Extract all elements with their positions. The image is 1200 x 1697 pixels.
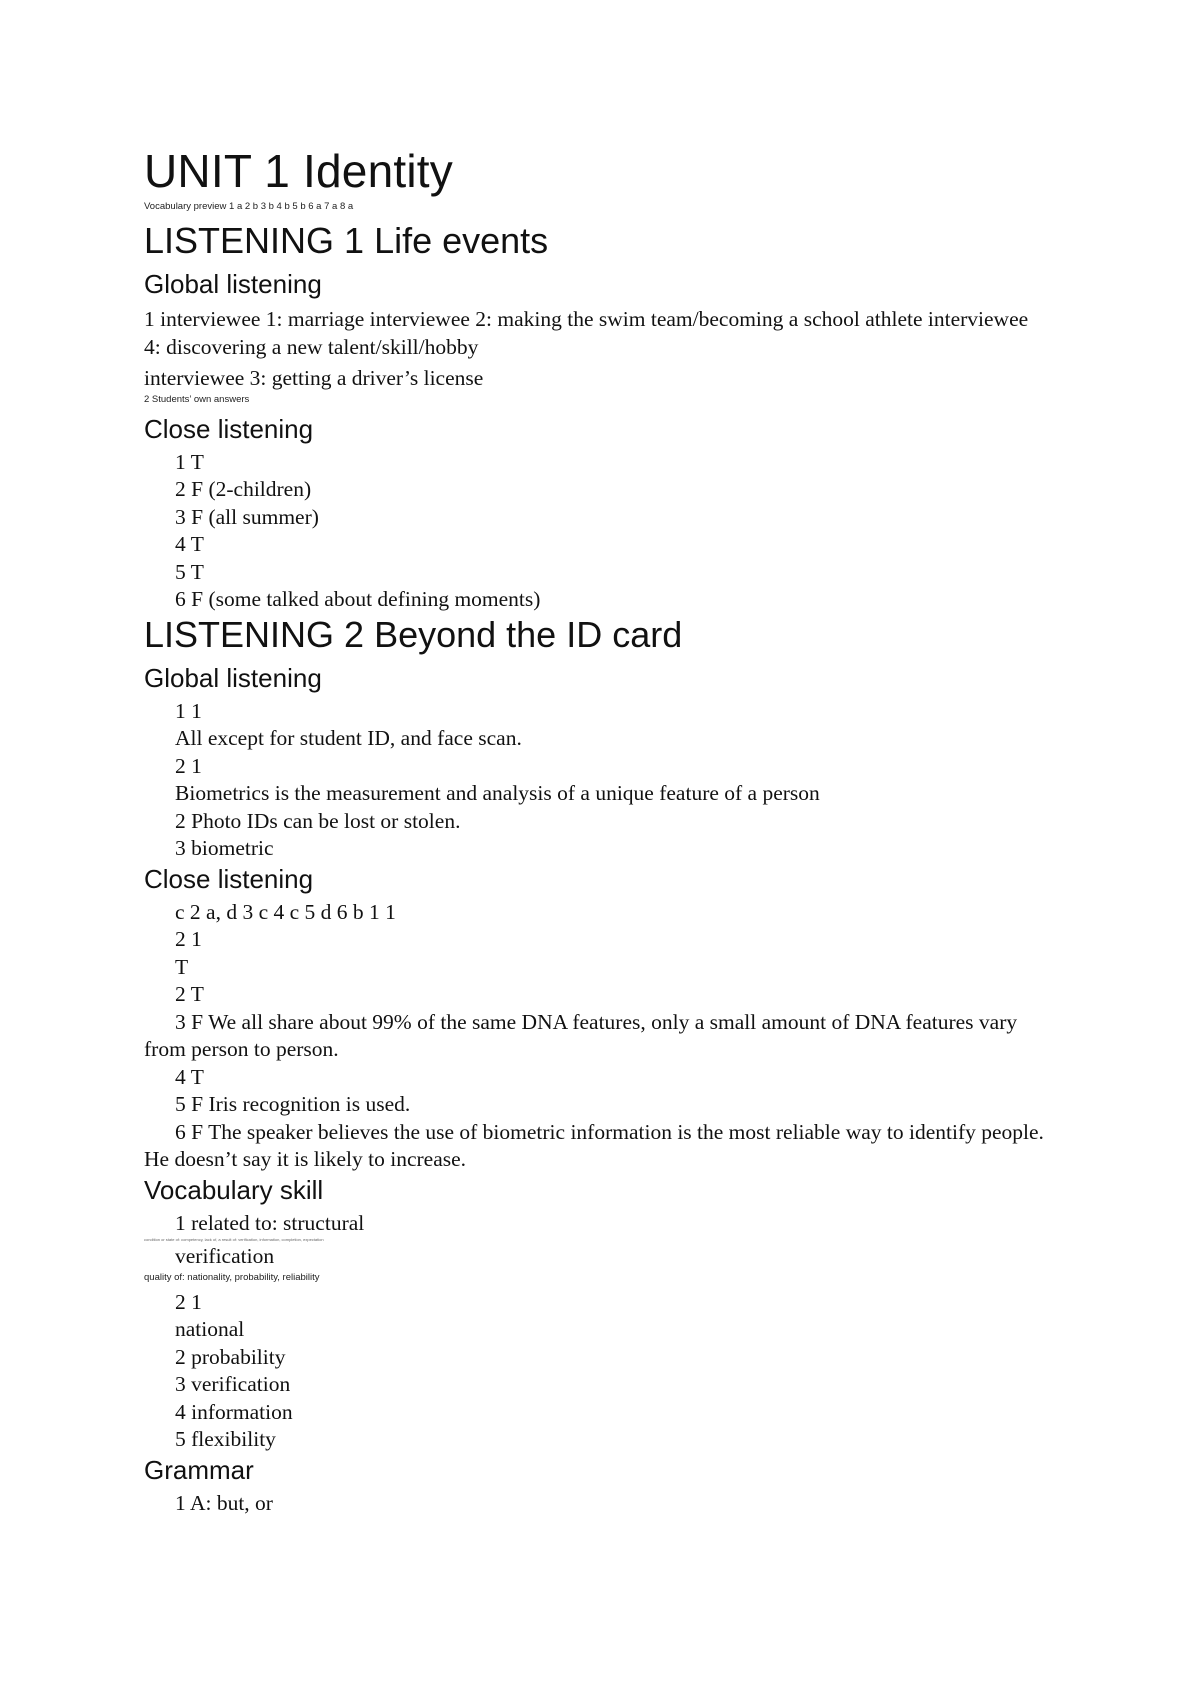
list-item: 3 verification bbox=[175, 1372, 291, 1396]
listening-2-close-list bbox=[144, 899, 1044, 1174]
listening-1-heading: LISTENING 1 Life events bbox=[144, 220, 549, 261]
list-item: 5 T bbox=[175, 559, 204, 584]
list-item: 2 F (2-children) bbox=[175, 477, 312, 501]
list-item: 4 T bbox=[175, 532, 204, 556]
list-item: national bbox=[175, 1317, 245, 1341]
listening-1-global-note: 2 Students’ own answers bbox=[144, 393, 250, 405]
list-item: 6 F (some talked about defining moments) bbox=[175, 587, 541, 611]
listening-2-global-heading: Global listening bbox=[144, 662, 322, 693]
list-item: 4 information bbox=[175, 1399, 293, 1424]
listening-1-global-heading: Global listening bbox=[144, 269, 322, 299]
vocabulary-small-note: condition or state of: competency, lack of, a result of: verification, information, completion, expectation bbox=[144, 1237, 324, 1242]
vocabulary-list bbox=[144, 1289, 1044, 1454]
grammar-list bbox=[144, 1490, 1044, 1518]
list-item: Biometrics is the measurement and analysis of a unique feature of a person bbox=[175, 781, 820, 805]
list-item: 2 probability bbox=[175, 1344, 286, 1369]
list-item: 3 biometric bbox=[175, 836, 274, 860]
list-item: 1 T bbox=[175, 449, 204, 474]
listening-2-close-heading: Close listening bbox=[144, 863, 314, 894]
listening-1-close-list bbox=[144, 449, 1044, 614]
list-item: 3 F (all summer) bbox=[175, 504, 319, 529]
vocabulary-answer-verification: verification bbox=[175, 1244, 275, 1268]
document-page bbox=[144, 142, 1044, 1517]
listening-1-global-answer-2: interviewee 3: getting a driver’s license bbox=[144, 366, 484, 390]
list-item: 2 Photo IDs can be lost or stolen. bbox=[175, 808, 461, 833]
list-item: 4 T bbox=[175, 1064, 204, 1089]
list-item: 2 T bbox=[175, 982, 204, 1006]
list-item: All except for student ID, and face scan. bbox=[175, 726, 522, 750]
page-title: UNIT 1 Identity bbox=[144, 145, 453, 197]
listening-2-heading: LISTENING 2 Beyond the ID card bbox=[144, 613, 683, 655]
vocabulary-preview: Vocabulary preview 1 a 2 b 3 b 4 b 5 b 6 a 7 a 8 a bbox=[144, 201, 354, 212]
list-item: 2 1 bbox=[175, 753, 202, 778]
list-item: 3 F We all share about 99% of the same DNA features, only a small amount of DNA features vary from person to person. bbox=[144, 1009, 1018, 1061]
list-item: 6 F The speaker believes the use of biometric information is the most reliable way to identify people. He doesn’t say it is likely to increase. bbox=[144, 1119, 1044, 1171]
vocabulary-answer-1: 1 related to: structural bbox=[175, 1210, 365, 1235]
vocabulary-quality-note: quality of: nationality, probability, reliability bbox=[144, 1271, 320, 1283]
list-item: T bbox=[175, 954, 189, 979]
listening-1-close-heading: Close listening bbox=[144, 413, 314, 444]
list-item: 5 flexibility bbox=[175, 1427, 276, 1451]
list-item: 1 1 bbox=[175, 698, 202, 723]
vocabulary-heading: Vocabulary skill bbox=[144, 1174, 324, 1205]
list-item: 2 1 bbox=[175, 1289, 202, 1314]
list-item: 2 1 bbox=[175, 927, 202, 951]
list-item: c 2 a, d 3 c 4 c 5 d 6 b 1 1 bbox=[175, 899, 396, 924]
grammar-heading: Grammar bbox=[144, 1454, 254, 1485]
listening-2-global-list bbox=[144, 698, 1044, 863]
list-item: 5 F Iris recognition is used. bbox=[175, 1092, 411, 1116]
listening-1-global-answer-1: 1 interviewee 1: marriage interviewee 2: making the swim team/becoming a school athlete interviewee 4: discovering a new talent/skill/hobby bbox=[144, 307, 1029, 359]
list-item: 1 A: but, or bbox=[175, 1490, 273, 1515]
